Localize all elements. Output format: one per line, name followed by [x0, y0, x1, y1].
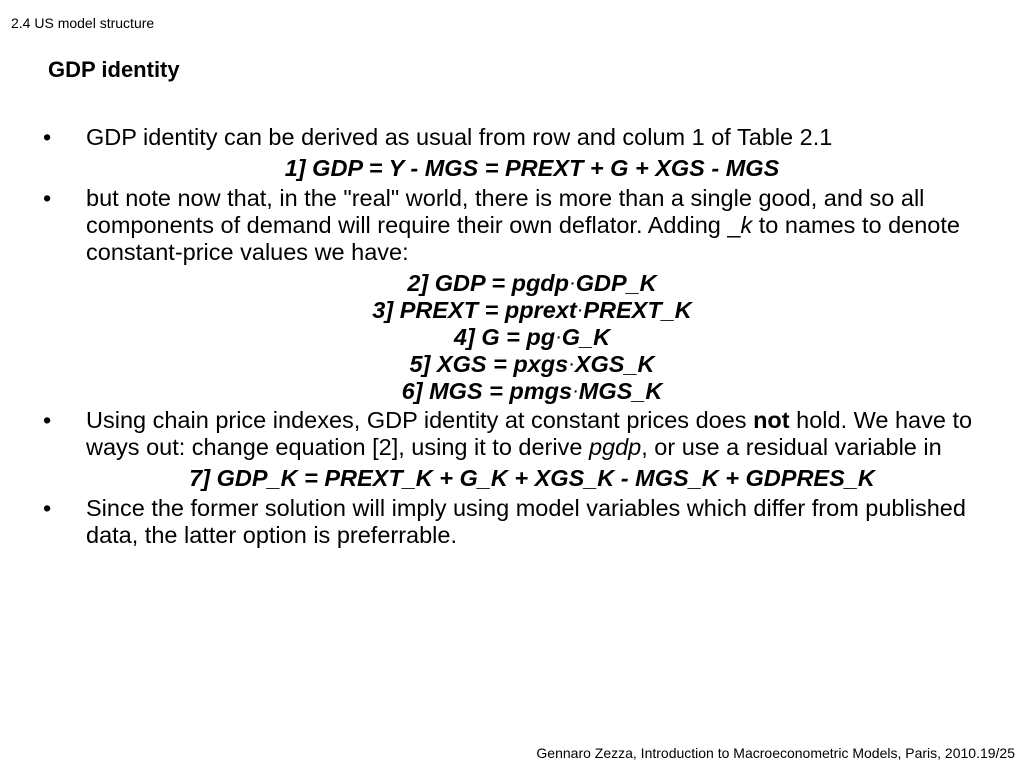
- italic-term: pgdp: [588, 434, 642, 460]
- bullet-text-part: but note now that, in the "real" world, there is more than a single good, and so all components of demand will require their own deflator. Adding _: [86, 185, 925, 238]
- equation-4: [74, 324, 990, 351]
- bullet-item: [40, 495, 990, 549]
- footer-citation: Gennaro Zezza, Introduction to Macroeconometric Models, Paris, 2010.19/25: [536, 745, 1015, 761]
- bullet-text-part: , or use a residual variable in: [641, 434, 942, 460]
- bullet-marker: •: [43, 124, 52, 150]
- bullet-text: GDP identity can be derived as usual from row and colum 1 of Table 2.1: [86, 124, 833, 150]
- bullet-marker: •: [43, 407, 52, 433]
- italic-term: k: [740, 212, 753, 238]
- equation-2: [74, 270, 990, 297]
- bullet-item: [40, 124, 990, 151]
- bullet-text-part: Using chain price indexes, GDP identity at constant prices does: [86, 407, 754, 433]
- bullet-marker: •: [43, 495, 52, 521]
- equation-lhs: 4] G = pg: [453, 324, 556, 350]
- equation-rhs: MGS_K: [578, 378, 663, 404]
- equation-7: 7] GDP_K = PREXT_K + G_K + XGS_K - MGS_K + GDPRES_K: [189, 465, 875, 491]
- bullet-item: [40, 407, 990, 461]
- equation-5: [74, 351, 990, 378]
- multiply-dot: ·: [570, 275, 575, 291]
- bullet-text: [86, 185, 960, 265]
- equation-1: 1] GDP = Y - MGS = PREXT + G + XGS - MGS: [284, 155, 780, 181]
- slide-title: GDP identity: [48, 57, 180, 82]
- bullet-text: [86, 407, 972, 460]
- equation-lhs: 5] XGS = pxgs: [409, 351, 569, 377]
- bold-term: not: [753, 407, 790, 433]
- multiply-dot: ·: [556, 329, 561, 345]
- equation-block: [40, 270, 990, 405]
- section-label: 2.4 US model structure: [11, 15, 155, 31]
- bullet-marker: •: [43, 185, 52, 211]
- bullet-text-part: to names to denote constant-price values we have:: [86, 212, 960, 265]
- equation-3: [74, 297, 990, 324]
- multiply-dot: ·: [577, 302, 583, 318]
- equation-rhs: PREXT_K: [583, 297, 692, 323]
- multiply-dot: ·: [573, 383, 578, 399]
- equation-rhs: G_K: [561, 324, 611, 350]
- equation-rhs: GDP_K: [575, 270, 657, 296]
- equation-lhs: 6] MGS = pmgs: [401, 378, 573, 404]
- slide-content: [40, 124, 990, 549]
- multiply-dot: ·: [569, 356, 574, 372]
- equation-rhs: XGS_K: [574, 351, 655, 377]
- equation-lhs: 2] GDP = pgdp: [407, 270, 570, 296]
- equation-6: [74, 378, 990, 405]
- equation-lhs: 3] PREXT = pprext: [372, 297, 577, 323]
- bullet-item: [40, 185, 990, 266]
- bullet-text-part: hold. We have to ways out: change equation [2], using it to derive: [86, 407, 973, 460]
- bullet-text: Since the former solution will imply using model variables which differ from published data, the latter option is preferrable.: [86, 495, 966, 548]
